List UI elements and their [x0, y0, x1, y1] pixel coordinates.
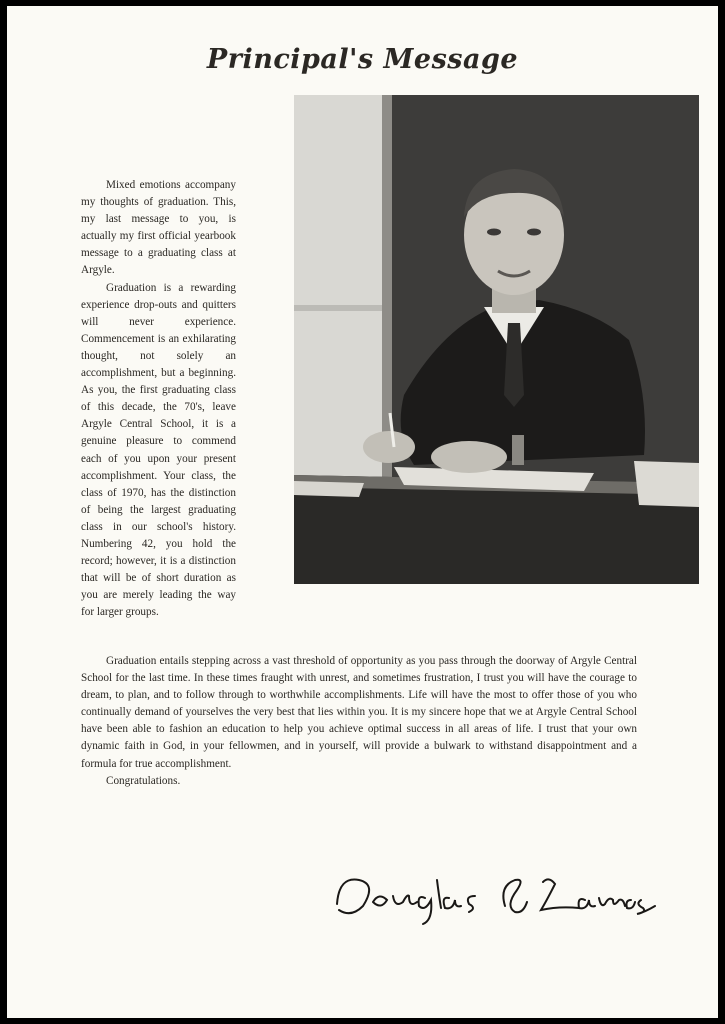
yearbook-page [7, 6, 718, 1018]
message-body [81, 653, 637, 790]
page-title: Principal's Message [206, 44, 519, 75]
intro-text-column [81, 177, 236, 621]
intro-paragraph: Graduation is a rewarding experience drop-outs and quitters will never experience. Commencement is an exhilarating thought, not solely an accomplishment, but a beginning. As you, the first graduating class of this decade, the 70's, leave Argyle Central School, it is a genuine pleasure to commend each of you upon your present accomplishment. Your class, the class of 1970, has the distinction of being the largest graduating class in our school's history. Numbering 42, you hold the record; however, it is a distinction that will be of short duration as you are merely leading the way for larger groups. [81, 281, 236, 619]
intro-paragraph: Mixed emotions accompany my thoughts of graduation. This, my last message to you, is actually my first official yearbook message to a graduating class at Argyle. [81, 179, 236, 277]
body-paragraph: Graduation entails stepping across a vast threshold of opportunity as you pass through the doorway of Argyle Central School for the last time. In these times fraught with unrest, and sometimes frustration, I trust you will have the courage to dream, to plan, and to follow through to worthwhile accomplishments. Life will have the most to offer those of you who continually demand of yourselves the very best that lies within you. It is my sincere hope that we at Argyle Central School have been able to fashion an education to help you achieve optimal success in all areas of life. I trust that your own dynamic faith in God, in your fellowmen, and in yourself, will provide a bulwark to withstand disappointment and a formula for true accomplishment. [81, 655, 637, 770]
closing-line: Congratulations. [106, 774, 181, 787]
principal-signature [329, 866, 659, 926]
principal-photo [294, 95, 699, 584]
